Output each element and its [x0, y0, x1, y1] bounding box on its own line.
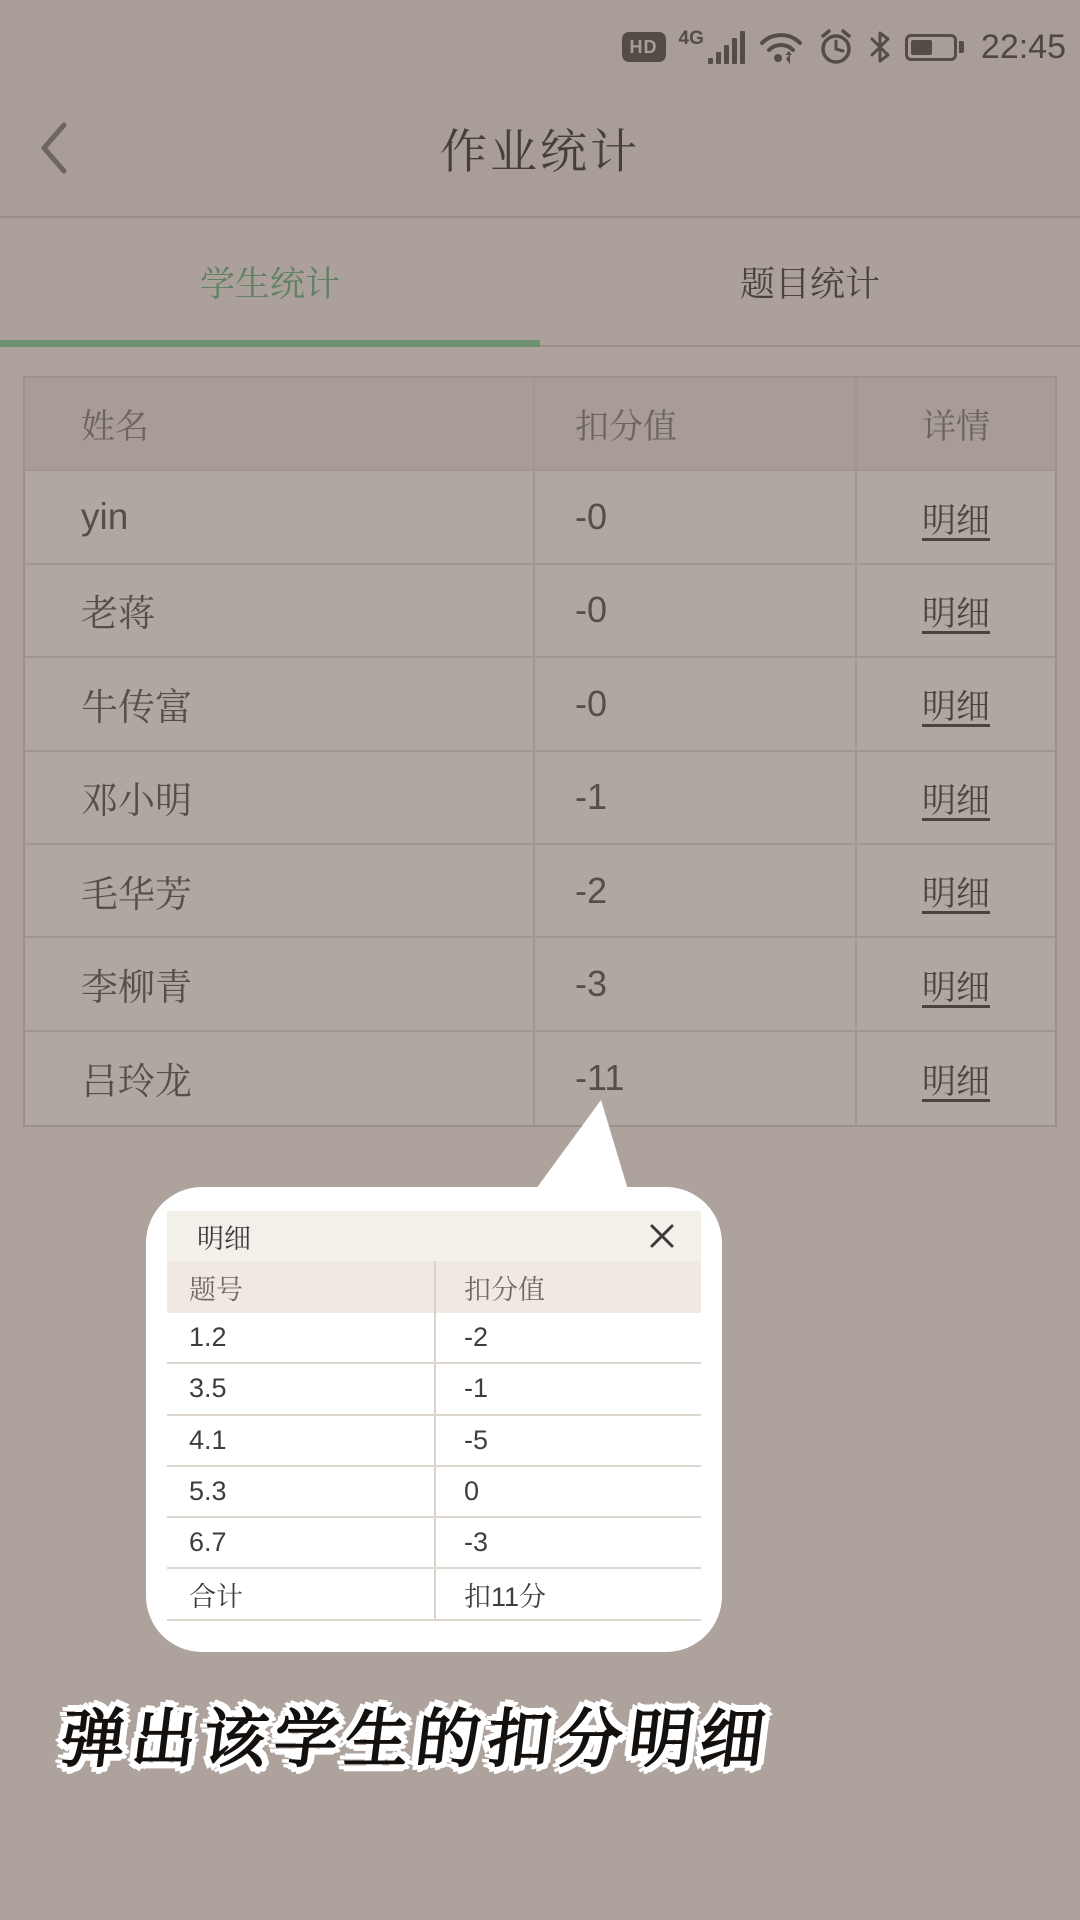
question-number: 4.1 — [189, 1424, 227, 1455]
wifi-icon — [758, 29, 804, 65]
student-name: 邓小明 — [25, 752, 535, 843]
chevron-left-icon — [36, 119, 70, 177]
detail-link[interactable]: 明细 — [922, 781, 990, 820]
popup-table-header — [167, 1261, 701, 1313]
detail-cell — [857, 565, 1055, 656]
detail-link[interactable]: 明细 — [922, 501, 990, 540]
question-number: 6.7 — [189, 1527, 227, 1558]
table-row — [25, 471, 1055, 564]
detail-link[interactable]: 明细 — [922, 968, 990, 1007]
back-button[interactable] — [36, 118, 80, 178]
detail-link[interactable]: 明细 — [922, 875, 990, 914]
detail-link[interactable]: 明细 — [922, 688, 990, 727]
detail-cell — [857, 752, 1055, 843]
detail-link[interactable]: 明细 — [922, 1062, 990, 1101]
table-row — [25, 752, 1055, 845]
network-type-label: 4G — [678, 27, 704, 49]
deduction-value: -2 — [535, 845, 857, 936]
popup-title: 明细 — [197, 1223, 251, 1254]
deduction-value: -11 — [535, 1032, 857, 1125]
popup-row — [167, 1416, 701, 1467]
question-deduction: -3 — [434, 1518, 701, 1567]
deduction-value: -0 — [535, 565, 857, 656]
question-deduction: 0 — [434, 1467, 701, 1516]
student-name: 吕玲龙 — [25, 1032, 535, 1125]
annotation-text: 弹出该学生的扣分明细 — [56, 1703, 776, 1775]
alarm-icon — [817, 28, 855, 66]
detail-cell — [857, 845, 1055, 936]
popup-row — [167, 1364, 701, 1415]
popup-table-body — [167, 1313, 701, 1621]
header-deduction: 扣分值 — [535, 378, 857, 469]
cellular-signal-icon — [678, 27, 745, 64]
detail-link[interactable]: 明细 — [922, 594, 990, 633]
deduction-value: -1 — [535, 752, 857, 843]
student-name: 牛传富 — [25, 658, 535, 749]
question-deduction: 扣11分 — [434, 1569, 701, 1618]
popup-header-deduction: 扣分值 — [434, 1261, 701, 1313]
popup-row — [167, 1313, 701, 1364]
tab-student-stats[interactable]: 学生统计 — [199, 264, 340, 304]
student-name: yin — [25, 471, 535, 562]
student-name: 老蒋 — [25, 565, 535, 656]
hd-icon: HD — [622, 32, 666, 62]
question-deduction: -1 — [434, 1364, 701, 1413]
active-tab-indicator — [0, 340, 540, 347]
page-title: 作业统计 — [440, 124, 640, 178]
table-row — [25, 565, 1055, 658]
deduction-value: -0 — [535, 658, 857, 749]
status-bar — [0, 0, 1080, 80]
popup-row — [167, 1569, 701, 1620]
tab-bar — [0, 218, 1080, 347]
table-body — [25, 471, 1055, 1125]
nav-bar — [0, 80, 1080, 218]
question-number: 3.5 — [189, 1373, 227, 1404]
header-detail: 详情 — [922, 408, 990, 447]
detail-cell — [857, 938, 1055, 1029]
detail-popup — [146, 1187, 722, 1652]
detail-cell — [857, 1032, 1055, 1125]
popup-header-question: 题号 — [189, 1274, 243, 1305]
student-name: 毛华芳 — [25, 845, 535, 936]
detail-cell — [857, 471, 1055, 562]
deduction-value: -0 — [535, 471, 857, 562]
popup-row — [167, 1518, 701, 1569]
question-deduction: -5 — [434, 1416, 701, 1465]
student-table — [23, 376, 1057, 1127]
question-number: 合计 — [189, 1581, 243, 1612]
tab-question-stats[interactable]: 题目统计 — [739, 264, 880, 304]
battery-icon — [905, 34, 964, 61]
header-name: 姓名 — [25, 378, 535, 469]
close-button[interactable] — [649, 1223, 675, 1249]
clock-time: 22:45 — [980, 27, 1066, 66]
table-header-row — [25, 378, 1055, 471]
deduction-value: -3 — [535, 938, 857, 1029]
bluetooth-icon — [868, 30, 892, 64]
question-number: 1.2 — [189, 1322, 227, 1353]
popup-row — [167, 1467, 701, 1518]
table-row — [25, 658, 1055, 751]
popup-header — [167, 1211, 701, 1261]
student-name: 李柳青 — [25, 938, 535, 1029]
detail-cell — [857, 658, 1055, 749]
question-number: 5.3 — [189, 1476, 227, 1507]
signal-bars-icon — [708, 31, 745, 64]
popup-tail-pointer — [520, 1093, 640, 1197]
table-row — [25, 938, 1055, 1031]
question-deduction: -2 — [434, 1313, 701, 1362]
close-icon — [649, 1223, 675, 1249]
table-row — [25, 845, 1055, 938]
